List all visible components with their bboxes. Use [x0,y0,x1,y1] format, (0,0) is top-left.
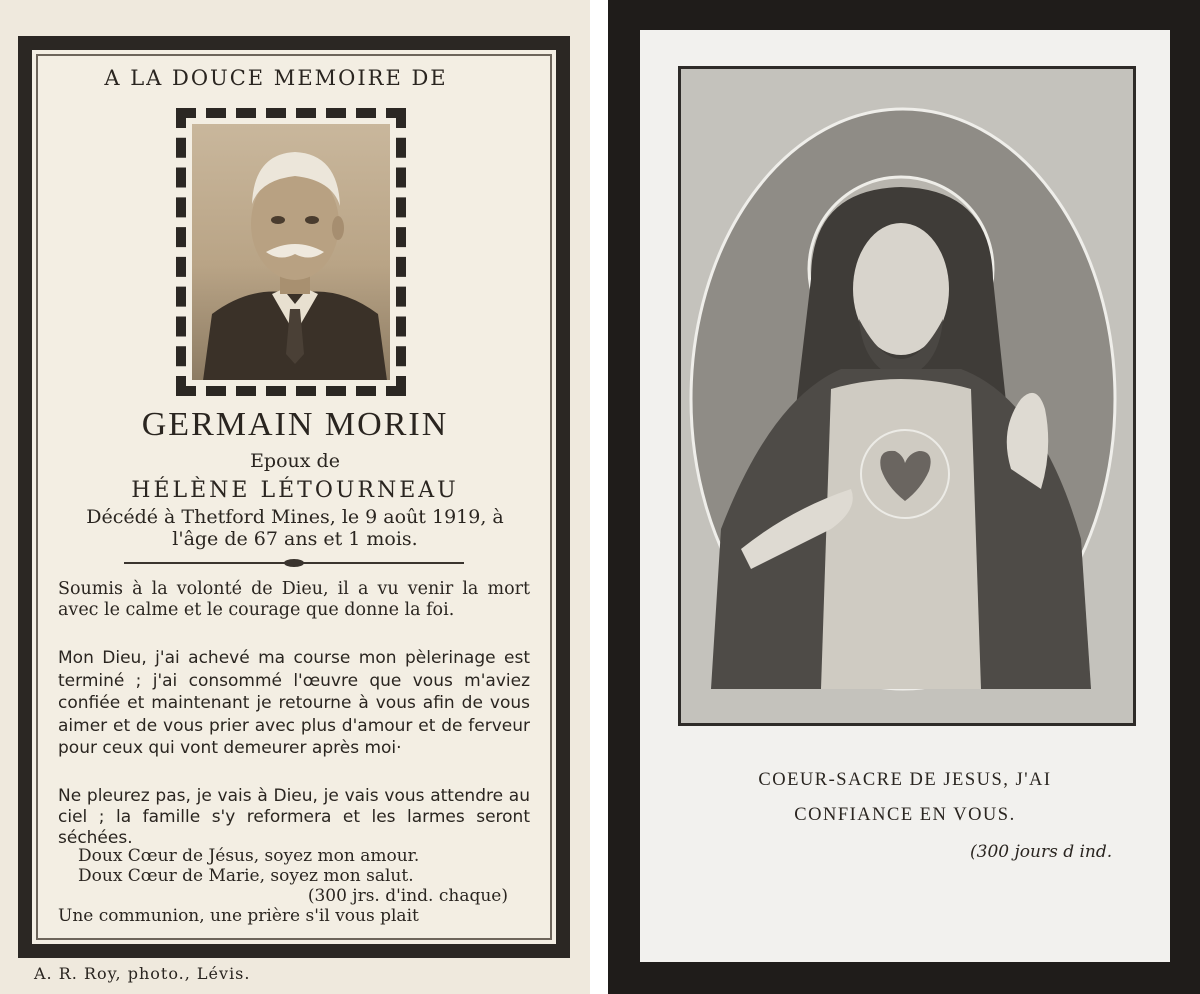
ornamental-divider [124,562,464,564]
deceased-name: GERMAIN MORIN [141,406,449,443]
invocation-jesus: Doux Cœur de Jésus, soyez mon amour. [78,846,420,866]
invocations [78,846,508,906]
portrait-frame [176,108,406,396]
memorial-card-back [608,0,1200,994]
portrait-illustration [192,124,390,380]
spouse-name: HÉLÈNE LÉTOURNEAU [131,478,459,503]
indulgence-note-back: (300 jours d ind. [970,842,1113,862]
caption-line-1: COEUR-SACRE DE JESUS, J'AI [758,770,1052,790]
sacred-heart-image [678,66,1136,726]
memorial-card-front [0,0,590,994]
sacred-heart-illustration [681,69,1133,723]
death-line-2: l'âge de 67 ans et 1 mois. [172,528,418,550]
closing-request: Une communion, une prière s'il vous plait [58,906,419,926]
card-back-panel [640,30,1170,962]
paragraph-consolation: Ne pleurez pas, je vais à Dieu, je vais vous attendre au ciel ; la famille s'y reformera et les larmes seront séchées. [58,786,530,848]
indulgence-note: (300 jrs. d'ind. chaque) [307,886,508,906]
death-line-1: Décédé à Thetford Mines, le 9 août 1919, à [86,506,504,528]
death-details [0,506,590,550]
invocation-marie: Doux Cœur de Marie, soyez mon salut. [78,866,414,886]
caption-line-2: CONFIANCE EN VOUS. [794,805,1016,825]
card-heading: A LA DOUCE MEMOIRE DE [104,66,448,90]
spouse-label: Epoux de [250,450,340,472]
paragraph-faith: Soumis à la volonté de Dieu, il a vu venir la mort avec le calme et le courage que donne la foi. [58,579,530,620]
photographer-credit: A. R. Roy, photo., Lévis. [34,964,251,983]
portrait-photo [192,124,390,380]
paragraph-prayer: Mon Dieu, j'ai achevé ma course mon pèlerinage est terminé ; j'ai consommé l'œuvre que vous m'aviez confiée et maintenant je retourne à vous afin de vous aimer et de vous prier avec plus d'amour et de ferveur pour ceux qui vont demeurer après moi· [58,648,530,758]
